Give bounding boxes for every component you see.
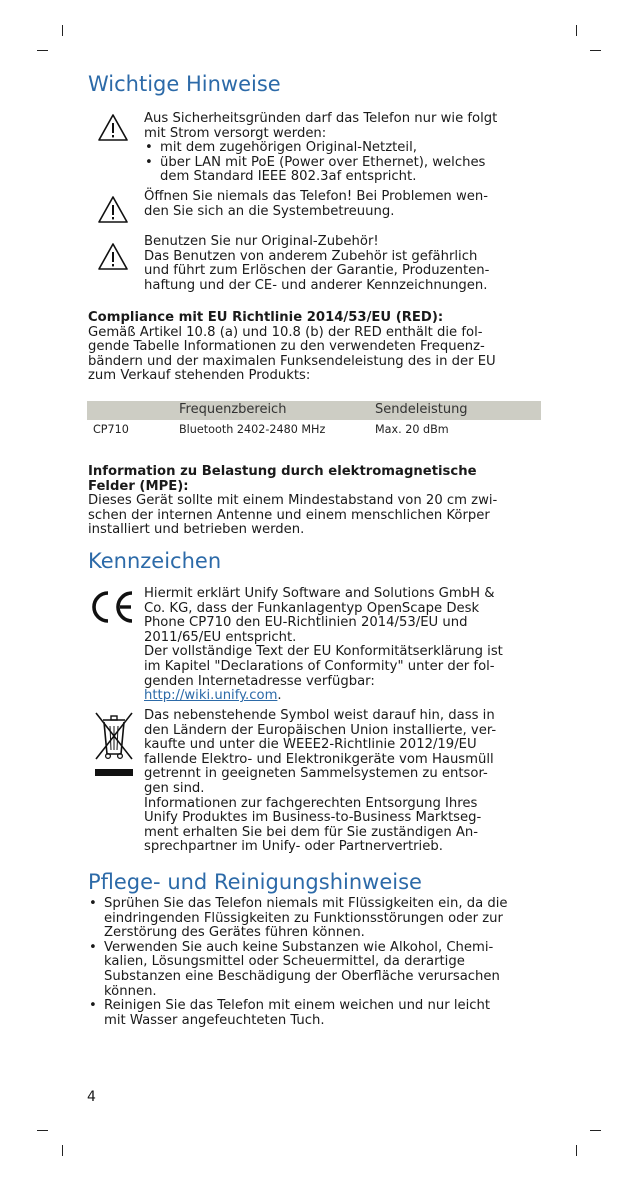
warning-triangle-icon <box>97 113 129 142</box>
text-line: http://wiki.unify.com. <box>144 688 282 704</box>
mpe-heading: Information zu Belastung durch elektromagnetische <box>88 464 477 479</box>
text-line: schen der internen Antenne und einem menschlichen Körper <box>88 507 490 523</box>
frequency-table <box>87 401 541 440</box>
text-line: den Ländern der Europäischen Union installierte, ver- <box>144 722 497 738</box>
crop-mark <box>37 1130 48 1131</box>
text-line: Unify Produktes im Business-to-Business Marktseg- <box>144 810 482 826</box>
warning-triangle-icon <box>97 195 129 224</box>
compliance-heading: Compliance mit EU Richtlinie 2014/53/EU (RED): <box>88 310 444 325</box>
warning-open-text <box>144 190 539 219</box>
list-item: • Sprühen Sie das Telefon niemals mit Flüssigkeiten ein, da die eindringenden Flüssigkeiten zu Funktionsstörungen oder zur Zerstörung des Gerätes führen können. <box>88 897 540 941</box>
crop-mark <box>62 1145 63 1156</box>
text-line: kaufte und unter die WEEE2-Richtlinie 2012/19/EU <box>144 737 477 753</box>
weee-crossed-bin-icon <box>92 710 136 780</box>
text-line: 2011/65/EU entspricht. <box>144 629 297 645</box>
text-line: Das Benutzen von anderem Zubehör ist gefährlich <box>144 248 478 264</box>
mpe-heading: Felder (MPE): <box>88 478 189 494</box>
section-title-kennzeichen: Kennzeichen <box>88 549 222 573</box>
text-line: Co. KG, dass der Funkanlagentyp OpenScape Desk <box>144 600 480 616</box>
text-line: ment erhalten Sie bei dem für Sie zuständigen An- <box>144 824 479 840</box>
unify-wiki-link[interactable]: http://wiki.unify.com <box>144 688 278 704</box>
table-header-row <box>87 401 541 420</box>
column-header-frequency: Frequenzbereich <box>179 401 375 420</box>
text-line: im Kapitel "Declarations of Conformity" unter der fol- <box>144 658 495 674</box>
text-line: gen sind. <box>144 780 205 796</box>
text-line: Informationen zur fachgerechten Entsorgung Ihres <box>144 795 478 811</box>
table-cell: Bluetooth 2402-2480 MHz <box>179 422 326 436</box>
crop-mark <box>37 50 48 51</box>
text-line: getrennt in geeigneten Sammelsystemen zu entsor- <box>144 766 488 782</box>
text-line: Benutzen Sie nur Original-Zubehör! <box>144 234 379 249</box>
crop-mark <box>576 25 577 36</box>
text-line: Phone CP710 den EU-Richtlinien 2014/53/EU und <box>144 615 468 631</box>
text-line: Das nebenstehende Symbol weist darauf hin, dass in <box>144 708 495 723</box>
text-line: genden Internetadresse verfügbar: <box>144 673 375 689</box>
text-line: mit Strom versorgt werden: <box>144 125 327 141</box>
warning-triangle-icon <box>97 242 129 271</box>
text-line: Gemäß Artikel 10.8 (a) und 10.8 (b) der RED enthält die fol- <box>88 324 483 340</box>
section-title-pflege: Pflege- und Reinigungshinweise <box>88 870 422 894</box>
compliance-block <box>88 311 540 384</box>
warning-power-text <box>144 112 539 185</box>
text-line: fallende Elektro- und Elektronikgeräte vom Hausmüll <box>144 751 494 767</box>
section-title-hinweise: Wichtige Hinweise <box>88 72 281 96</box>
mpe-block <box>88 465 540 538</box>
warning-accessories-text <box>144 235 539 293</box>
ce-mark-icon <box>89 590 135 624</box>
crop-mark <box>576 1145 577 1156</box>
table-cell: Max. 20 dBm <box>375 422 449 436</box>
table-row <box>87 420 541 440</box>
text-line: installiert und betrieben werden. <box>88 522 305 538</box>
crop-mark <box>62 25 63 36</box>
list-item: • über LAN mit PoE (Power over Ethernet), welches dem Standard IEEE 802.3af entspricht. <box>144 156 539 185</box>
text-line: gende Tabelle Informationen zu den verwendeten Frequenz- <box>88 339 485 355</box>
ce-declaration-text <box>144 587 539 704</box>
power-bullet-list <box>144 141 539 185</box>
weee-disposal-text <box>144 709 539 855</box>
text-line: bändern und der maximalen Funksendeleistung des in der EU <box>88 353 496 369</box>
text-line: haftung und der CE- und anderer Kennzeichnungen. <box>144 277 488 293</box>
list-item: • Reinigen Sie das Telefon mit einem weichen und nur leicht mit Wasser angefeuchteten Tuch. <box>88 999 540 1028</box>
table-cell: CP710 <box>93 422 129 436</box>
list-item: • Verwenden Sie auch keine Substanzen wie Alkohol, Chemi- kalien, Lösungsmittel oder Scheuermittel, da derartige Substanzen eine Beschädigung der Oberfläche verursachen können. <box>88 941 540 999</box>
text-line: sprechpartner im Unify- oder Partnervertrieb. <box>144 839 443 855</box>
text-line: Aus Sicherheitsgründen darf das Telefon nur wie folgt <box>144 111 498 126</box>
care-bullet-list <box>88 897 540 1028</box>
column-header <box>87 401 179 420</box>
text-line: Dieses Gerät sollte mit einem Mindestabstand von 20 cm zwi- <box>88 493 498 509</box>
text-line: Hiermit erklärt Unify Software and Solutions GmbH & <box>144 586 495 601</box>
text-line: Öffnen Sie niemals das Telefon! Bei Problemen wen- <box>144 189 488 204</box>
text-line: den Sie sich an die Systembetreuung. <box>144 203 395 219</box>
text-line: und führt zum Erlöschen der Garantie, Produzenten- <box>144 263 490 279</box>
list-item: • mit dem zugehörigen Original-Netzteil, <box>144 141 539 156</box>
page-number: 4 <box>87 1089 96 1105</box>
column-header-power: Sendeleistung <box>375 401 541 420</box>
text-line: zum Verkauf stehenden Produkts: <box>88 368 311 384</box>
crop-mark <box>590 50 601 51</box>
care-block <box>88 897 540 1028</box>
text-line: Der vollständige Text der EU Konformitätserklärung ist <box>144 644 503 660</box>
crop-mark <box>590 1130 601 1131</box>
